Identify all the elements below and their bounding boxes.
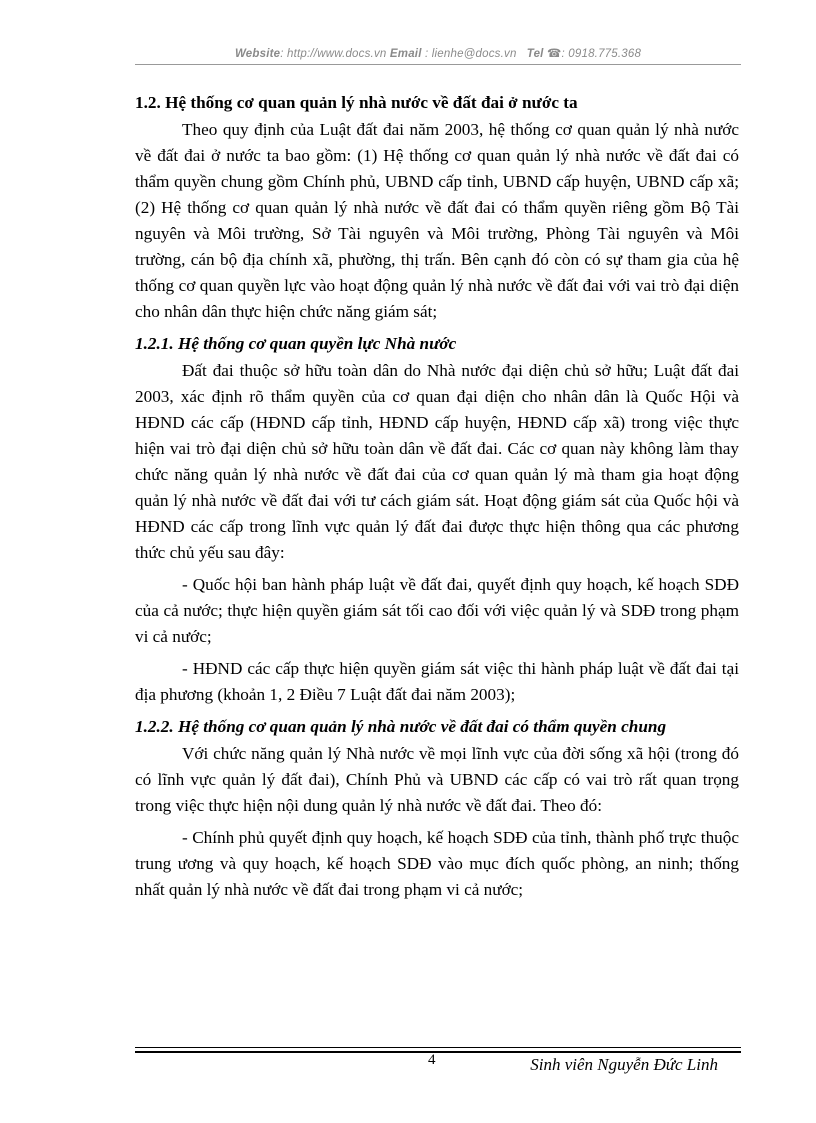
header-rule	[135, 64, 741, 65]
footer-author: Sinh viên Nguyễn Đức Linh	[530, 1055, 718, 1074]
document-body	[135, 90, 739, 909]
tel-value: ☎: 0918.775.368	[546, 48, 642, 60]
website-label: Website	[234, 48, 281, 60]
footer-rule-thick	[135, 1051, 741, 1053]
page-number: 4	[428, 1052, 436, 1068]
subsection-1-paragraph-3: - HĐND các cấp thực hiện quyền giám sát việc thi hành pháp luật về đất đai tại địa phương (khoản 1, 2 Điều 7 Luật đất đai năm 2003);	[135, 659, 739, 704]
section-title: 1.2. Hệ thống cơ quan quản lý nhà nước về đất đai ở nước ta	[135, 93, 578, 112]
subsection-2-paragraph-1: Với chức năng quản lý Nhà nước về mọi lĩnh vực của đời sống xã hội (trong đó có lĩnh vực quản lý đất đai), Chính Phủ và UBND các cấp có vai trò rất quan trọng trong việc thực hiện nội dung quản lý nhà nước về đất đai. Theo đó:	[135, 744, 739, 815]
page-header	[135, 46, 741, 60]
subsection-1-title: 1.2.1. Hệ thống cơ quan quyền lực Nhà nước	[135, 334, 457, 353]
subsection-2-paragraph-2: - Chính phủ quyết định quy hoạch, kế hoạch SDĐ của tỉnh, thành phố trực thuộc trung ương và quy hoạch, kế hoạch SDĐ vào mục đích quốc phòng, an ninh; thống nhất quản lý nhà nước về đất đai trong phạm vi cả nước;	[135, 828, 739, 899]
email-label: Email	[389, 48, 422, 60]
section-intro-paragraph: Theo quy định của Luật đất đai năm 2003, hệ thống cơ quan quản lý nhà nước về đất đai ở nước ta bao gồm: (1) Hệ thống cơ quan quản lý nhà nước về đất đai có thẩm quyền chung gồm Chính phủ, UBND cấp tỉnh, UBND cấp huyện, UBND cấp xã; (2) Hệ thống cơ quan quản lý nhà nước về đất đai có thẩm quyền riêng gồm Bộ Tài nguyên và Môi trường, Sở Tài nguyên và Môi trường, Phòng Tài nguyên và Môi trường, cán bộ địa chính xã, phường, thị trấn. Bên cạnh đó còn có sự tham gia của hệ thống cơ quan quyền lực vào hoạt động quản lý nhà nước về đất đai với vai trò đại diện cho nhân dân thực hiện chức năng giám sát;	[135, 120, 739, 321]
email-value: : lienhe@docs.vn	[421, 48, 517, 60]
subsection-1-paragraph-1: Đất đai thuộc sở hữu toàn dân do Nhà nước đại diện chủ sở hữu; Luật đất đai 2003, xác định rõ thẩm quyền của cơ quan đại diện cho nhân dân là Quốc Hội và HĐND các cấp (HĐND cấp tỉnh, HĐND cấp huyện, HĐND cấp xã) trong việc thực hiện vai trò đại diện chủ sở hữu toàn dân về đất đai. Các cơ quan này không làm thay chức năng quản lý nhà nước về đất đai của cơ quan quản lý mà tham gia hoạt động quản lý nhà nước về đất đai với tư cách giám sát. Hoạt động giám sát của Quốc hội và HĐND các cấp trong lĩnh vực quản lý đất đai được thực hiện thông qua các phương thức chủ yếu sau đây:	[135, 361, 739, 562]
footer-rule-thin	[135, 1047, 741, 1048]
subsection-1-paragraph-2: - Quốc hội ban hành pháp luật về đất đai, quyết định quy hoạch, kế hoạch SDĐ của cả nước; thực hiện quyền giám sát tối cao đối với việc quản lý và SDĐ trong phạm vi cả nước;	[135, 575, 739, 646]
subsection-2-title: 1.2.2. Hệ thống cơ quan quản lý nhà nước về đất đai có thẩm quyền chung	[135, 717, 667, 736]
website-value: : http://www.docs.vn	[280, 48, 387, 60]
tel-label: Tel	[526, 48, 544, 60]
